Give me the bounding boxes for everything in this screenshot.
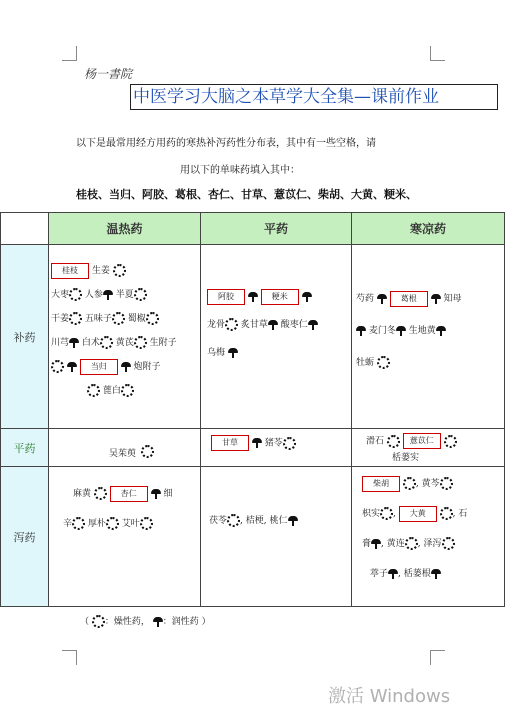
wet-icon bbox=[248, 292, 258, 302]
dry-icon bbox=[146, 312, 159, 325]
wet-icon bbox=[67, 362, 77, 372]
herb-name: 芍药 bbox=[356, 294, 375, 304]
cell-tonify-cold bbox=[352, 245, 505, 429]
herb-name: 生地黄 bbox=[408, 326, 436, 336]
herb-list: 桂枝、当归、阿胶、葛根、杏仁、甘草、薏苡仁、柴胡、大黄、粳米、 bbox=[76, 188, 417, 201]
herb-name: 大枣 bbox=[51, 290, 70, 300]
herb-name: 黄芪 bbox=[115, 338, 134, 348]
cell-neutral-neutral bbox=[201, 429, 352, 467]
herb-name: 辛 bbox=[63, 519, 73, 529]
herb-name: 滑石 bbox=[366, 436, 385, 447]
dry-icon bbox=[140, 517, 153, 530]
herb-name: 麻黄 bbox=[73, 489, 92, 499]
herb-name: 桃仁 bbox=[269, 516, 288, 526]
dry-icon bbox=[442, 537, 455, 550]
herb-name: 葶子 bbox=[370, 569, 389, 579]
herb-property-table bbox=[0, 212, 505, 607]
page-corner-mark bbox=[430, 46, 445, 61]
herb-name: 人参 bbox=[84, 290, 103, 300]
cell-neutral-warm bbox=[49, 429, 201, 467]
wet-icon bbox=[377, 294, 387, 304]
herb-name: 枳实 bbox=[362, 509, 381, 519]
dry-icon bbox=[387, 435, 400, 448]
herb-name: 五味子 bbox=[84, 314, 112, 324]
herb-name: 炮附子 bbox=[133, 362, 161, 372]
herb-name: 半夏 bbox=[115, 290, 134, 300]
dry-icon bbox=[403, 477, 416, 490]
row-header-neutral: 平药 bbox=[1, 429, 49, 467]
dry-icon bbox=[134, 336, 147, 349]
herb-name: 蜀椒 bbox=[127, 314, 146, 324]
wet-icon bbox=[103, 290, 113, 300]
answer-box[interactable]: 桂枝 bbox=[51, 263, 89, 279]
wet-icon bbox=[388, 569, 398, 579]
herb-name: 川芎 bbox=[51, 338, 70, 348]
dry-icon bbox=[69, 288, 82, 301]
herb-name: 栝蒌根 bbox=[403, 569, 431, 579]
legend-dry-label: ：燥性药， bbox=[104, 617, 150, 627]
cell-tonify-neutral bbox=[201, 245, 352, 429]
wet-icon bbox=[252, 438, 262, 448]
row-header-tonify: 补药 bbox=[1, 245, 49, 429]
wet-icon bbox=[302, 292, 312, 302]
answer-box[interactable]: 甘草 bbox=[211, 435, 249, 451]
dry-icon bbox=[225, 318, 238, 331]
answer-box[interactable]: 葛根 bbox=[390, 291, 428, 307]
herb-name: 麦门冬 bbox=[368, 326, 396, 336]
dry-icon bbox=[440, 507, 453, 520]
dry-icon bbox=[380, 507, 393, 520]
answer-box[interactable]: 大黄 bbox=[399, 506, 437, 522]
herb-name: 厚朴 bbox=[87, 519, 106, 529]
table-row bbox=[1, 467, 505, 607]
legend-paren: ） bbox=[201, 617, 211, 627]
dry-icon bbox=[92, 615, 105, 628]
table-header-row bbox=[1, 213, 505, 245]
page-corner-mark bbox=[430, 650, 445, 665]
herb-name: 泽泻 bbox=[423, 539, 442, 549]
wet-icon bbox=[308, 320, 318, 330]
cell-purge-neutral: 茯苓 , 桔梗, 桃仁 bbox=[201, 467, 352, 607]
answer-box[interactable]: 阿胶 bbox=[207, 289, 245, 305]
herb-name: 干姜 bbox=[51, 314, 70, 324]
windows-activation-watermark: 激活 Windows bbox=[328, 686, 451, 707]
cell-neutral-cold bbox=[352, 429, 505, 467]
herb-name: 猪苓 bbox=[264, 438, 283, 449]
herb-name: 蓖白 bbox=[102, 386, 121, 396]
herb-name: 牡蛎 bbox=[356, 358, 375, 368]
brand-signature: 杨一書院 bbox=[84, 67, 133, 81]
wet-icon bbox=[228, 348, 238, 358]
page-corner-mark bbox=[62, 46, 77, 61]
legend-paren: （ bbox=[80, 617, 90, 627]
herb-name: 生附子 bbox=[149, 338, 177, 348]
page-title: 中医学习大脑之本草学大全集—课前作业 bbox=[130, 84, 498, 110]
column-header-warm: 温热药 bbox=[49, 213, 201, 245]
herb-name: 艾叶 bbox=[121, 519, 140, 529]
herb-name: 茯苓 bbox=[209, 516, 228, 526]
legend-wet-label: ：润性药 bbox=[162, 617, 199, 627]
dry-icon bbox=[377, 356, 390, 369]
dry-icon bbox=[87, 384, 100, 397]
answer-box[interactable]: 当归 bbox=[80, 359, 118, 375]
herb-name: 吴茱萸 bbox=[109, 449, 137, 459]
cell-purge-warm bbox=[49, 467, 201, 607]
herb-name: 桔梗 bbox=[245, 516, 264, 526]
wet-icon bbox=[396, 326, 406, 336]
dry-icon bbox=[72, 517, 85, 530]
wet-icon bbox=[151, 489, 161, 499]
table-row bbox=[1, 245, 505, 429]
dry-icon bbox=[100, 336, 113, 349]
dry-icon bbox=[405, 537, 418, 550]
dry-icon bbox=[69, 312, 82, 325]
herb-name: 黄连 bbox=[386, 539, 405, 549]
wet-icon bbox=[288, 516, 298, 526]
wet-icon bbox=[431, 294, 441, 304]
herb-name: 生姜 bbox=[91, 266, 110, 276]
cell-tonify-warm bbox=[49, 245, 201, 429]
herb-name: 栝蒌实 bbox=[392, 452, 420, 463]
answer-box[interactable]: 柴胡 bbox=[362, 476, 400, 492]
dry-icon bbox=[141, 445, 154, 458]
herb-name: 酸枣仁 bbox=[280, 320, 308, 330]
dry-icon bbox=[94, 487, 107, 500]
wet-icon bbox=[431, 569, 441, 579]
herb-name: 石 bbox=[458, 509, 468, 519]
table-row bbox=[1, 429, 505, 467]
dry-icon bbox=[112, 312, 125, 325]
cell-purge-cold: 柴胡 , 黄芩 枳实 , 大黄 , 石 膏 , 黄连 , 泽泻 葶子 , 栝蒌根 bbox=[352, 467, 505, 607]
herb-name: 膏 bbox=[362, 539, 372, 549]
herb-name: 龙骨 bbox=[207, 320, 226, 330]
herb-name: 细 bbox=[163, 489, 173, 499]
intro-text-line1: 以下是最常用经方用药的寒热补泻药性分布表，其中有一些空格，请 bbox=[76, 138, 376, 149]
herb-name: 白术 bbox=[81, 338, 100, 348]
dry-icon bbox=[283, 437, 296, 450]
wet-icon bbox=[121, 362, 131, 372]
herb-name: 炙甘草 bbox=[240, 320, 268, 330]
table-corner-cell bbox=[1, 213, 49, 245]
wet-icon bbox=[153, 617, 163, 627]
dry-icon bbox=[106, 517, 119, 530]
page-corner-mark bbox=[62, 650, 77, 665]
herb-name: 知母 bbox=[443, 294, 462, 304]
dry-icon bbox=[134, 288, 147, 301]
wet-icon bbox=[371, 539, 381, 549]
dry-icon bbox=[121, 384, 134, 397]
answer-box[interactable]: 薏苡仁 bbox=[403, 433, 441, 449]
wet-icon bbox=[356, 326, 366, 336]
dry-icon bbox=[440, 477, 453, 490]
answer-box[interactable]: 粳米 bbox=[261, 289, 299, 305]
column-header-cold: 寒凉药 bbox=[352, 213, 505, 245]
wet-icon bbox=[69, 338, 79, 348]
wet-icon bbox=[436, 326, 446, 336]
dry-icon bbox=[113, 264, 126, 277]
dry-icon bbox=[51, 360, 64, 373]
column-header-neutral: 平药 bbox=[201, 213, 352, 245]
row-header-purge: 泻药 bbox=[1, 467, 49, 607]
intro-text-line2: 用以下的单味药填入其中： bbox=[180, 165, 300, 176]
wet-icon bbox=[268, 320, 278, 330]
legend bbox=[80, 614, 211, 628]
herb-name: 乌梅 bbox=[207, 348, 226, 358]
herb-name: 黄芩 bbox=[421, 479, 440, 489]
dry-icon bbox=[227, 514, 240, 527]
dry-icon bbox=[444, 435, 457, 448]
answer-box[interactable]: 杏仁 bbox=[110, 486, 148, 502]
